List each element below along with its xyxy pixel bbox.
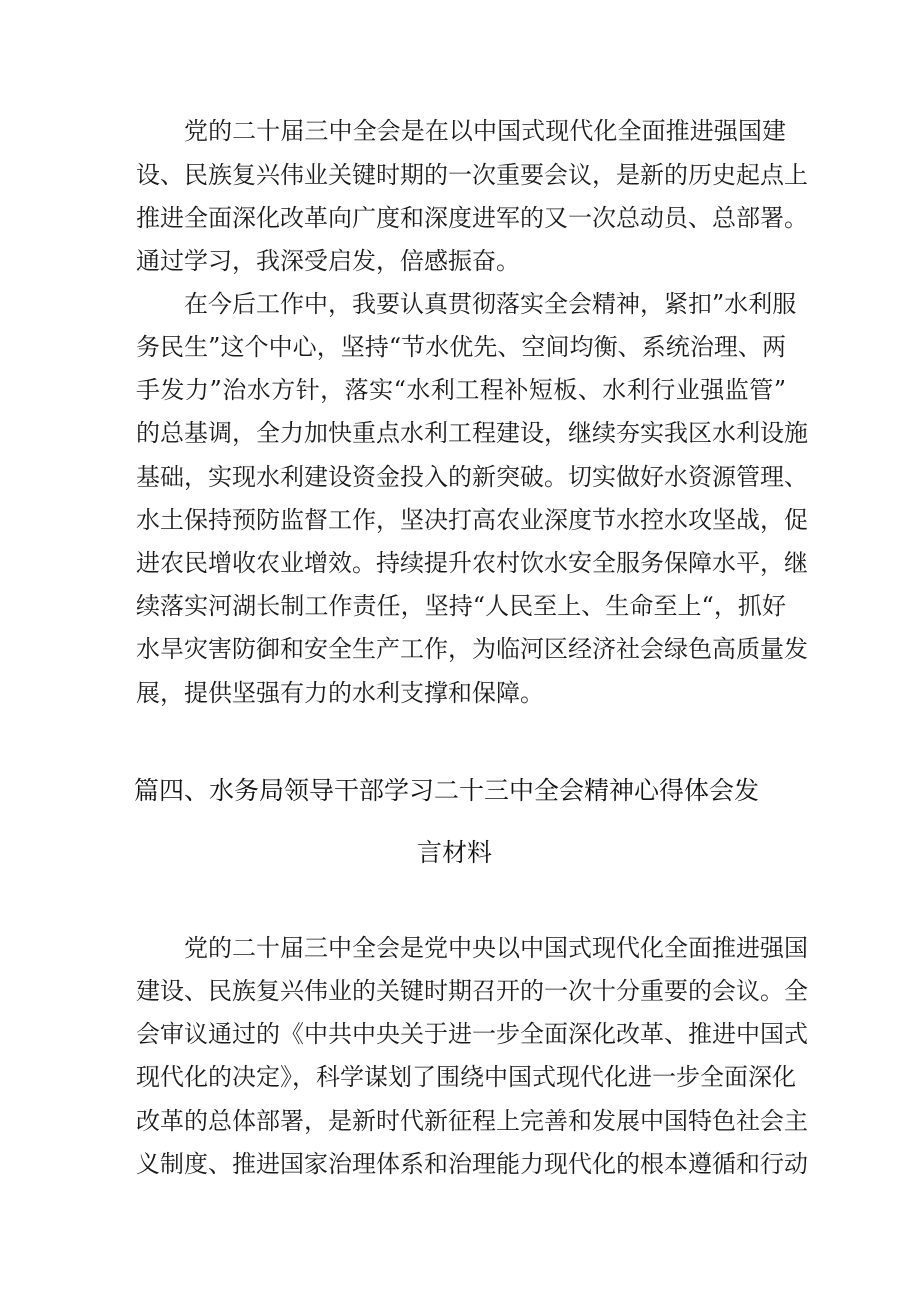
paragraph-1-line: 党的二十届三中全会是在以中国式现代化全面推进强国建 (184, 117, 786, 145)
paragraph-2-line: 务民生”这个中心，坚持“节水优先、空间均衡、系统治理、两 (136, 333, 786, 361)
paragraph-1-line: 通过学习，我深受启发，倍感振奋。 (136, 247, 520, 275)
paragraph-3-line: 建设、民族复兴伟业的关键时期召开的一次十分重要的会议。全 (136, 977, 808, 1005)
paragraph-2-line: 展，提供坚强有力的水利支撑和保障。 (136, 679, 544, 707)
paragraph-2-line: 续落实河湖长制工作责任，坚持“人民至上、生命至上“，抓好 (136, 592, 786, 620)
paragraph-2-line: 水土保持预防监督工作，坚决打高农业深度节水控水攻坚战，促 (136, 506, 808, 534)
paragraph-1-line: 设、民族复兴伟业关键时期的一次重要会议，是新的历史起点上 (136, 161, 808, 189)
paragraph-3-line: 改革的总体部署，是新时代新征程上完善和发展中国特色社会主 (136, 1107, 808, 1135)
paragraph-3-line: 现代化的决定》，科学谋划了围绕中国式现代化进一步全面深化 (136, 1063, 796, 1091)
paragraph-2-line: 的总基调，全力加快重点水利工程建设，继续夯实我区水利设施 (136, 419, 808, 447)
paragraph-2-line: 在今后工作中，我要认真贯彻落实全会精神，紧扣”水利服 (184, 290, 797, 318)
paragraph-3-line: 党的二十届三中全会是党中央以中国式现代化全面推进强国 (184, 934, 808, 962)
paragraph-2-line: 手发力”治水方针，落实“水利工程补短板、水利行业强监管” (136, 376, 786, 404)
paragraph-3-line: 会审议通过的《中共中央关于进一步全面深化改革、推进中国式 (136, 1020, 808, 1048)
paragraph-3-line: 义制度、推进国家治理体系和治理能力现代化的根本遵循和行动 (136, 1150, 808, 1178)
paragraph-2-line: 水旱灾害防御和安全生产工作，为临河区经济社会绿色高质量发 (136, 635, 808, 663)
paragraph-2-line: 进农民增收农业增效。持续提升农村饮水安全服务保障水平，继 (136, 549, 808, 577)
section-heading-line-2: 言材料 (417, 838, 493, 867)
paragraph-1-line: 推进全面深化改革向广度和深度进军的又一次总动员、总部署。 (136, 204, 808, 232)
section-heading-line-1: 篇四、水务局领导干部学习二十三中全会精神心得体会发 (134, 776, 760, 805)
paragraph-2-line: 基础，实现水利建设资金投入的新突破。切实做好水资源管理、 (136, 463, 808, 491)
